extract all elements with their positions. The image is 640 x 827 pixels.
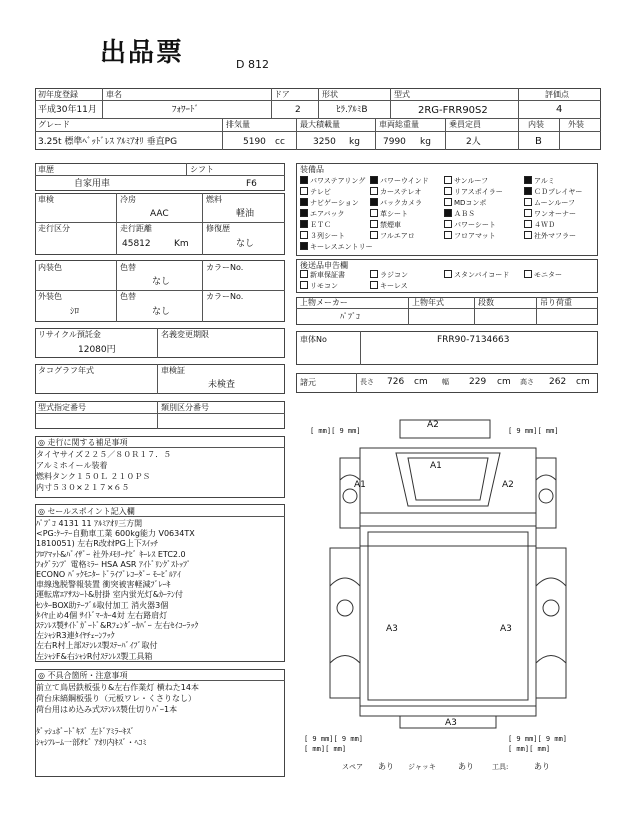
fuel-value: 軽油: [236, 209, 255, 219]
equipment-item: [370, 220, 401, 230]
history-label: 車歴: [38, 165, 54, 174]
history-value: 自家用車: [74, 179, 111, 189]
int-shade-label: 色替: [120, 263, 136, 272]
aftermarket-item: [370, 270, 408, 280]
unchecked-box-icon: [370, 231, 378, 239]
ext-shade-label: 色替: [120, 292, 136, 301]
shift-label: シフト: [190, 165, 214, 174]
note-line: ECONO ﾊﾞｯｸﾓﾆﾀｰ ﾄﾞﾗｲﾌﾞﾚｺｰﾀﾞｰ ﾓｰﾋﾞﾙｱｲ: [36, 570, 181, 579]
unchecked-box-icon: [370, 220, 378, 228]
body-hook-label: 吊り荷重: [540, 298, 572, 307]
mileage-unit: Km: [174, 239, 189, 249]
dims-label: 諸元: [300, 378, 316, 387]
body-steps-label: 段数: [478, 298, 494, 307]
notes-defect-title: ◎ 不具合箇所・注意事項: [38, 671, 128, 680]
equipment-label: バックカメラ: [380, 199, 422, 207]
unchecked-box-icon: [524, 209, 532, 217]
checked-box-icon: [300, 209, 308, 217]
aftermarket-label: リモコン: [310, 282, 338, 290]
ext-shade-value: なし: [152, 307, 171, 317]
aftermarket-title: 後送品申告欄: [300, 261, 348, 270]
unchecked-box-icon: [300, 281, 308, 289]
model-cert-label: 型式指定番号: [38, 403, 86, 412]
shape-label: 形状: [322, 90, 338, 99]
equipment-item: [444, 220, 496, 230]
equipment-item: [524, 198, 575, 208]
equipment-label: テレビ: [310, 188, 331, 196]
shift-value: F6: [246, 179, 257, 189]
unchecked-box-icon: [444, 231, 452, 239]
note-line: 燃料タンク１５０Ｌ ２１０ＰＳ: [36, 472, 151, 481]
maker-label: 車名: [106, 90, 122, 99]
note-line: アルミホイール装着: [36, 461, 108, 470]
spare-value: あり: [378, 762, 394, 771]
note-line: <PG:ｹｰﾃｰ自動車工業 600kg能力 V0634TX: [36, 529, 195, 539]
note-line: ﾌﾛｱﾏｯﾄ&ﾊﾞｲｻﾞｰ 社外ﾒﾓﾘｰﾅﾋﾞ ｷｰﾚｽ ETC2.0: [36, 549, 186, 559]
unchecked-box-icon: [300, 187, 308, 195]
model-value: 2RG-FRR90S2: [418, 105, 488, 116]
ext-color-no-label: カラーNo.: [206, 292, 244, 301]
equipment-item: [300, 220, 331, 230]
int-color-no-label: カラーNo.: [206, 263, 244, 272]
reg-value: 平成30年11月: [38, 105, 97, 115]
ext-label: 外装: [568, 120, 584, 129]
equipment-label: 社外マフラー: [534, 232, 576, 240]
repair-label: 修復歴: [206, 224, 230, 233]
unchecked-box-icon: [300, 270, 308, 278]
note-line: ｼｬｼﾌﾚｰﾑ一部ｻﾋﾞ ｱｵﾘ内ｷｽﾞ・ﾍｺﾐ: [36, 738, 147, 747]
equipment-label: パワステアリング: [310, 177, 366, 185]
checked-box-icon: [524, 176, 532, 184]
aftermarket-item: [300, 281, 338, 291]
equipment-label: サンルーフ: [454, 177, 489, 185]
dims-hei-value: 262: [549, 377, 567, 387]
tire-top-left: [ mm][ 9 mm]: [310, 427, 361, 435]
cooler-label: 冷房: [120, 195, 136, 204]
tool-value: あり: [534, 762, 550, 771]
equipment-label: ３列シート: [310, 232, 345, 240]
unchecked-box-icon: [370, 270, 378, 278]
note-line: 内寸５３０×２１７×６５: [36, 483, 130, 492]
note-line: 1810051) 左右R改ｵｵPG上下ｽｲｯﾁ: [36, 539, 158, 549]
equipment-label: 禁煙車: [380, 221, 401, 229]
note-line: 荷台床縞鋼板張り（元板ワレ・くさりなし）: [36, 694, 196, 703]
unchecked-box-icon: [524, 231, 532, 239]
equipment-label: ＣＤプレイヤー: [534, 188, 583, 196]
aftermarket-item: [300, 270, 345, 280]
load-value: 3250: [313, 137, 336, 147]
cert-value: 未検査: [208, 380, 236, 390]
equipment-label: パワーウインド: [380, 177, 429, 185]
equipment-item: [300, 242, 373, 252]
equipment-label: ワンオーナー: [534, 210, 576, 218]
equipment-label: エアバック: [310, 210, 345, 218]
checked-box-icon: [300, 198, 308, 206]
note-line: ﾀｲﾔ止め4個 ｻｲﾄﾞﾏｰｶｰ4対 左右路肩灯: [36, 610, 168, 620]
note-line: 前立て鳥居鉄板張り&左右作業灯 横ねた14本: [36, 683, 199, 692]
unchecked-box-icon: [444, 176, 452, 184]
aftermarket-label: キーレス: [380, 282, 408, 290]
dims-hei-unit: cm: [576, 377, 590, 387]
equipment-item: [300, 176, 365, 186]
unchecked-box-icon: [444, 187, 452, 195]
int-color-label: 内装色: [38, 263, 62, 272]
tool-label: 工具:: [492, 763, 509, 771]
dims-wid-label: 幅: [442, 378, 449, 386]
int-shade-value: なし: [152, 277, 171, 287]
equipment-title: 装備品: [300, 165, 324, 174]
aftermarket-label: 新車保証書: [310, 271, 345, 279]
note-line: ｽﾃﾝﾚｽ製ｻｲﾄﾞｶﾞｰﾄﾞ&Rﾌｪﾝﾀﾞｰｶﾊﾞｰ 左右ｾｲｺｰﾗｯｸ: [36, 621, 199, 630]
dims-len-label: 長さ: [360, 378, 374, 386]
equipment-item: [300, 209, 344, 219]
score-value: 4: [556, 104, 563, 115]
checked-box-icon: [300, 176, 308, 184]
equipment-label: ４ＷＤ: [534, 221, 555, 229]
body-maker-label: 上物メーカー: [300, 298, 348, 307]
equipment-item: [444, 209, 475, 219]
equipment-label: アルミ: [534, 177, 555, 185]
cap-label: 乗員定員: [449, 120, 481, 129]
category-label: 類別区分番号: [161, 403, 209, 412]
equipment-label: ナビゲーション: [310, 199, 359, 207]
tire-bottom-left-1: [ 9 mm][ 9 mm]: [304, 735, 364, 743]
dims-hei-label: 高さ: [520, 378, 534, 386]
aftermarket-label: モニター: [534, 271, 562, 279]
unchecked-box-icon: [444, 270, 452, 278]
equipment-item: [300, 198, 359, 208]
equipment-label: キーレスエントリー: [310, 243, 373, 251]
unchecked-box-icon: [524, 270, 532, 278]
note-line: 荷台用はめ込み式ｽﾃﾝﾚｽ製仕切りﾊﾞｰ1本: [36, 705, 178, 714]
load-unit: kg: [349, 137, 360, 147]
grade-label: グレード: [38, 120, 70, 129]
note-line: ﾀﾞｯｼｭﾎﾞｰﾄﾞｷｽﾞ 左ﾄﾞｱﾐﾗｰｷｽﾞ: [36, 727, 135, 736]
tacho-label: タコグラフ年式: [38, 366, 94, 375]
unchecked-box-icon: [444, 220, 452, 228]
mark-a2-top: A2: [427, 420, 439, 430]
equipment-item: [370, 176, 429, 186]
aftermarket-item: [524, 270, 562, 280]
mark-a3-right: A3: [500, 624, 512, 634]
equipment-item: [524, 220, 555, 230]
dims-len-unit: cm: [414, 377, 428, 387]
checked-box-icon: [370, 198, 378, 206]
cert-label: 車検証: [161, 366, 185, 375]
equipment-item: [370, 198, 422, 208]
mark-a2-right: A2: [502, 480, 514, 490]
note-line: 左ｼｬｼR3連ﾀｲﾔﾁｪｰﾝﾌｯｸ: [36, 631, 115, 641]
equipment-item: [300, 187, 331, 197]
reg-label: 初年度登録: [38, 90, 78, 99]
equipment-label: フロアマット: [454, 232, 496, 240]
equipment-item: [444, 176, 488, 186]
note-line: タイヤサイズ２２５／８０Ｒ１７．５: [36, 450, 172, 459]
int-label: 内装: [528, 120, 544, 129]
note-line: ｾﾝﾀｰBOX助ﾃｰﾌﾞﾙ取付加工 消火器3個: [36, 600, 169, 610]
equipment-label: パワーシート: [454, 221, 496, 229]
mark-a1-center: A1: [430, 461, 442, 471]
score-label: 評価点: [545, 90, 569, 99]
note-line: 左ｼｬｼF&右ｼｬｼR付ｽﾃﾝﾚｽ製工具箱: [36, 651, 153, 661]
mileage-value: 45812: [122, 239, 151, 249]
checked-box-icon: [370, 176, 378, 184]
mileage-label: 走行距離: [120, 224, 152, 233]
tire-bottom-right-1: [ 9 mm][ 9 mm]: [508, 735, 568, 743]
equipment-item: [444, 198, 486, 208]
unchecked-box-icon: [300, 231, 308, 239]
unchecked-box-icon: [370, 209, 378, 217]
door-value: 2: [295, 105, 301, 115]
maker-value: ﾌｫﾜｰﾄﾞ: [172, 105, 200, 115]
equipment-item: [444, 187, 503, 197]
note-line: 左右R村上部ｽﾃﾝﾚｽ製ｽﾃｰﾊﾞｲﾌﾞ取付: [36, 641, 158, 651]
weight-label: 車両総重量: [379, 120, 419, 129]
unchecked-box-icon: [370, 281, 378, 289]
aftermarket-label: スタンバイコード: [454, 271, 510, 279]
mark-a1-left: A1: [354, 480, 366, 490]
cooler-value: AAC: [150, 209, 169, 219]
jack-label: ジャッキ: [408, 763, 436, 771]
notes-running-title: ◎ 走行に関する補足事項: [38, 438, 128, 447]
cap-value: 2人: [466, 137, 481, 147]
equipment-label: MDコンポ: [454, 199, 487, 207]
tire-bottom-left-2: [ mm][ mm]: [304, 745, 347, 753]
equipment-label: ムーンルーフ: [534, 199, 575, 207]
body-maker-value: ﾊﾟﾌﾞｺ: [340, 312, 360, 321]
grade-value: 3.25t 標準ﾍﾞｯﾄﾞﾚｽ ｱﾙﾐｱｵﾘ 垂直PG: [38, 137, 178, 147]
tire-top-right: [ 9 mm][ mm]: [508, 427, 559, 435]
checked-box-icon: [444, 209, 452, 217]
aftermarket-label: ラジコン: [380, 271, 408, 279]
disp-label: 排気量: [226, 120, 250, 129]
repair-value: なし: [236, 239, 255, 249]
equipment-label: ＡＢＳ: [454, 210, 475, 218]
note-line: ﾌｫｸﾞﾗﾝﾌﾟ 電格ﾐﾗｰ HSA ASR ｱｲﾄﾞﾘﾝｸﾞｽﾄｯﾌﾟ: [36, 559, 191, 569]
body-year-label: 上物年式: [412, 298, 444, 307]
dims-len-value: 726: [387, 377, 405, 387]
disp-unit: cc: [275, 137, 285, 147]
jack-value: あり: [458, 762, 474, 771]
equipment-label: リアスポイラー: [454, 188, 503, 196]
equipment-item: [370, 209, 408, 219]
door-label: ドア: [274, 90, 290, 99]
inspection-label: 車検: [38, 195, 54, 204]
ext-color-label: 外装色: [38, 292, 62, 301]
dims-wid-unit: cm: [497, 377, 511, 387]
equipment-item: [370, 187, 421, 197]
dims-wid-value: 229: [469, 377, 487, 387]
name-change-label: 名義変更期限: [161, 330, 209, 339]
equipment-item: [300, 231, 345, 241]
equipment-item: [524, 209, 576, 219]
note-line: 車線逸脱警報装置 衝突被害軽減ﾌﾞﾚｰｷ: [36, 580, 171, 590]
equipment-item: [524, 187, 582, 197]
mark-a3-left: A3: [386, 624, 398, 634]
weight-unit: kg: [420, 137, 431, 147]
equipment-label: 革シート: [380, 210, 408, 218]
notes-sales-title: ◎ セールスポイント記入欄: [38, 507, 135, 516]
model-label: 型式: [394, 90, 410, 99]
recycle-label: リサイクル預託金: [38, 330, 101, 339]
unchecked-box-icon: [524, 198, 532, 206]
note-line: ﾊﾟﾌﾞｺ 4131 11 ｱﾙﾐｱｵﾘ三方開: [36, 519, 143, 528]
equipment-item: [524, 231, 576, 241]
checked-box-icon: [300, 220, 308, 228]
ext-color-value: ｼﾛ: [70, 307, 80, 317]
recycle-value: 12080円: [78, 345, 116, 355]
weight-value: 7990: [383, 137, 406, 147]
aftermarket-item: [370, 281, 408, 291]
equipment-item: [370, 231, 415, 241]
checked-box-icon: [300, 242, 308, 250]
vin-label: 車体No: [300, 335, 327, 344]
tire-bottom-right-2: [ mm][ mm]: [508, 745, 551, 753]
shape-value: ﾋﾗ.ｱﾙﾐB: [336, 105, 368, 115]
equipment-label: カーステレオ: [380, 188, 422, 196]
mark-a3-bottom: A3: [445, 718, 457, 728]
checked-box-icon: [524, 187, 532, 195]
aftermarket-item: [444, 270, 509, 280]
truck-diagram: [300, 418, 596, 730]
disp-value: 5190: [243, 137, 266, 147]
equipment-item: [444, 231, 496, 241]
route-label: 走行区分: [38, 224, 70, 233]
fuel-label: 燃料: [206, 195, 222, 204]
equipment-item: [524, 176, 555, 186]
unchecked-box-icon: [524, 220, 532, 228]
spare-label: スペア: [342, 763, 363, 771]
lot-number: D 812: [236, 58, 269, 71]
page-title: 出品票: [100, 38, 185, 68]
equipment-label: ＥＴＣ: [310, 221, 331, 229]
unchecked-box-icon: [370, 187, 378, 195]
unchecked-box-icon: [444, 198, 452, 206]
int-value: B: [535, 136, 542, 147]
note-line: 運転席ｴｱｻｽｼｰﾄ&肘掛 室内蛍光灯&ｶｰﾃﾝ付: [36, 590, 184, 600]
load-label: 最大積載量: [300, 120, 340, 129]
vin-value: FRR90-7134663: [437, 335, 510, 345]
equipment-label: フルエアロ: [380, 232, 415, 240]
